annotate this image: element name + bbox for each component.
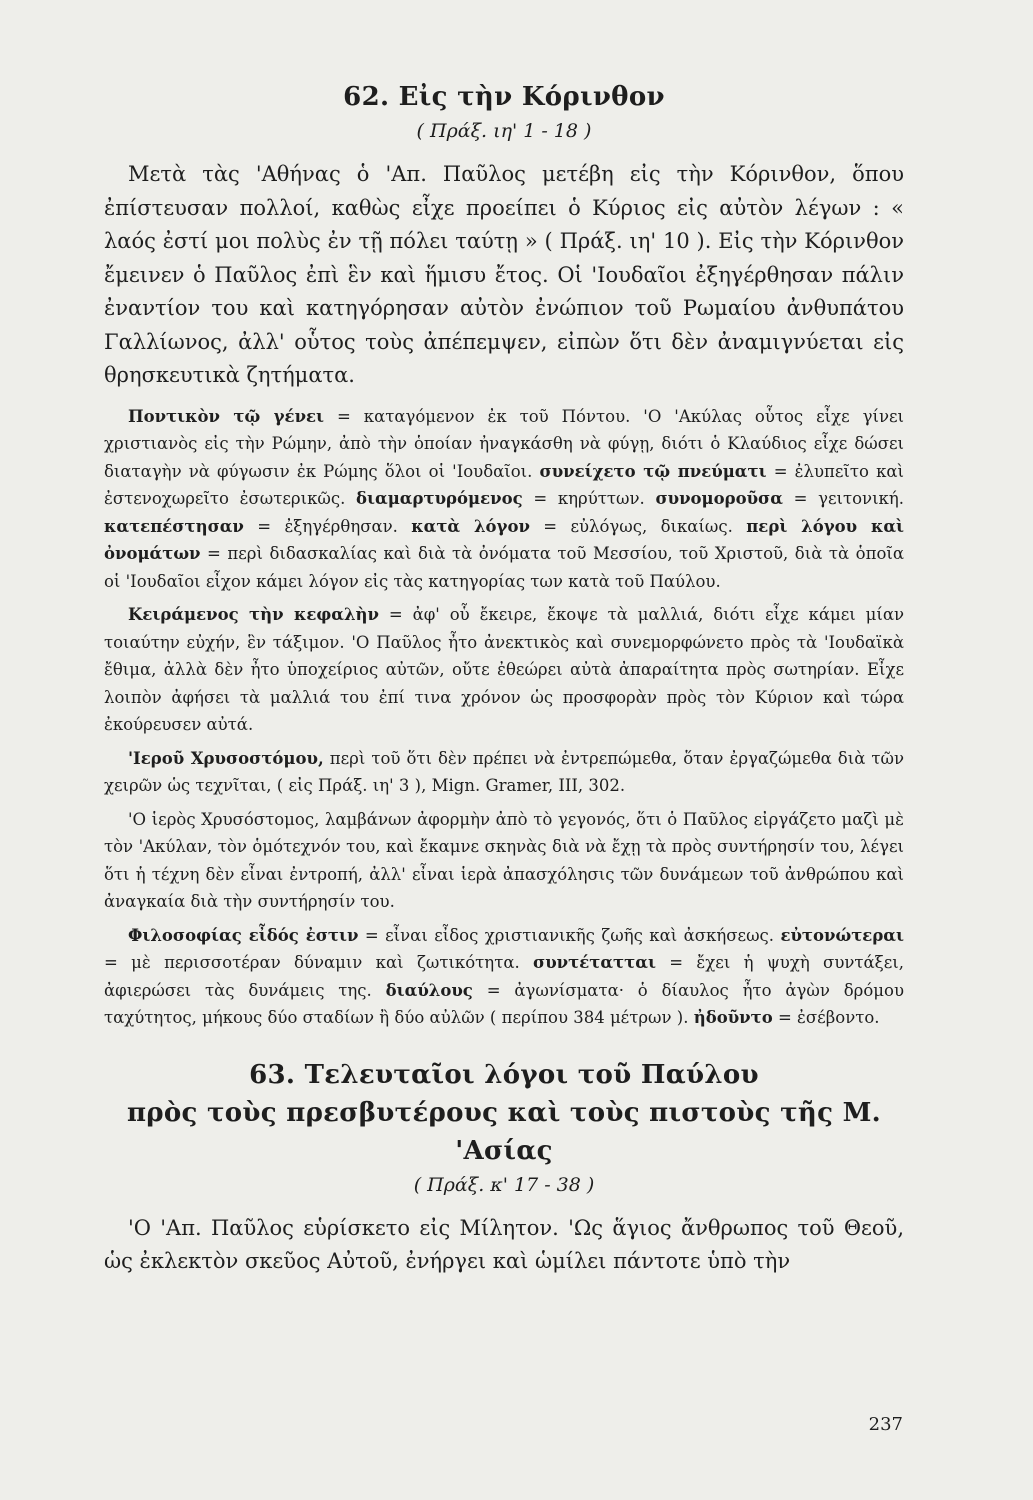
glossary-text: = ἔχει ἡ ψυχὴ συντάξει, ἀφιερώσει τὰς δυνάμεις της.	[104, 953, 904, 1000]
section-63-title-line1: 63. Τελευταῖοι λόγοι τοῦ Παύλου	[249, 1059, 759, 1090]
glossary-term: ἠδοῦντο	[693, 1008, 773, 1027]
note-paragraph	[104, 922, 904, 1032]
glossary-term: Κειράμενος τὴν κεφαλὴν	[128, 605, 379, 624]
note-paragraph	[104, 745, 904, 800]
glossary-text: = εὐλόγως, δικαίως.	[529, 516, 747, 536]
glossary-term: Ποντικὸν τῷ γένει	[128, 406, 325, 426]
glossary-term: Φιλοσοφίας εἶδός ἐστιν	[128, 925, 359, 945]
glossary-text: = καταγόμενον ἐκ τοῦ Πόντου. 'Ο 'Ακύλας οὗτος εἶχε γίνει χριστιανὸς εἰς τὴν Ρώμην, ἀπὸ τὴν ὁποίαν ἠναγκάσθη νὰ φύγῃ, διότι ὁ Κλαύδιος εἶχε δώσει διαταγὴν νὰ φύγωσιν ἐκ Ρώμης ὅλοι οἱ 'Ιουδαῖοι.	[104, 406, 904, 481]
page-content	[104, 78, 904, 1289]
glossary-text: 'Ο ἱερὸς Χρυσόστομος, λαμβάνων ἀφορμὴν ἀπὸ τὸ γεγονός, ὅτι ὁ Παῦλος εἰργάζετο μαζὶ μὲ τὸν 'Ακύλαν, τὸν ὁμότεχνόν του, καὶ ἔκαμνε σκηνὰς διὰ νὰ ἔχῃ τὰ πρὸς συντήρησίν του, λέγει ὅτι ἡ τέχνη δὲν εἶναι ἐντροπή, ἀλλ' εἶναι ἱερὰ ἀπασχόλησις τῶν δυνάμεων τοῦ ἀνθρώπου καὶ ἀναγκαία διὰ τὴν συντήρησίν του.	[104, 809, 904, 911]
glossary-term: κατεπέστησαν	[104, 516, 244, 536]
section-62-notes	[104, 403, 904, 1032]
glossary-term: συνείχετο τῷ πνεύματι	[539, 461, 767, 481]
glossary-text: = ἐσέβοντο.	[772, 1008, 880, 1027]
section-62-paragraph: Μετὰ τὰς 'Αθήνας ὁ 'Απ. Παῦλος μετέβη εἰς τὴν Κόρινθον, ὅπου ἐπίστευσαν πολλοί, καθὼς εἶχε προείπει ὁ Κύριος εἰς αὐτὸν λέγων : « λαός ἐστί μοι πολὺς ἐν τῇ πόλει ταύτῃ » ( Πράξ. ιη' 10 ). Εἰς τὴν Κόρινθον ἔμεινεν ὁ Παῦλος ἐπὶ ἓν καὶ ἥμισυ ἔτος. Οἱ 'Ιουδαῖοι ἐξηγέρθησαν πάλιν ἐναντίον του καὶ κατηγόρησαν αὐτὸν ἐνώπιον τοῦ Ρωμαίου ἀνθυπάτου Γαλλίωνος, ἀλλ' οὗτος τοὺς ἀπέπεμψεν, εἰπὼν ὅτι δὲν ἀναμιγνύεται εἰς θρησκευτικὰ ζητήματα.	[104, 162, 904, 387]
glossary-text: περὶ τοῦ ὅτι δὲν πρέπει νὰ ἐντρεπώμεθα, ὅταν ἐργαζώμεθα διὰ τῶν χειρῶν ὡς τεχνῖται, ( εἰς Πράξ. ιη' 3 ), Mign. Gramer, III, 302.	[104, 748, 904, 795]
glossary-text: = ἐλυπεῖτο καὶ ἐστενοχωρεῖτο ἐσωτερικῶς.	[104, 461, 904, 508]
section-63-reference: ( Πράξ. κ' 17 - 38 )	[413, 1173, 595, 1196]
glossary-text: = γειτονική.	[782, 489, 904, 508]
glossary-text: = περὶ διδασκαλίας καὶ διὰ τὰ ὀνόματα τοῦ Μεσσίου, τοῦ Χριστοῦ, διὰ τὰ ὁποῖα οἱ 'Ιουδαῖοι εἶχον κάμει λόγον εἰς τὰς κατηγορίας των κατὰ τοῦ Παύλου.	[104, 544, 904, 591]
glossary-term: διαύλους	[385, 980, 473, 1000]
glossary-term: συνομοροῦσα	[655, 489, 783, 508]
glossary-text: = μὲ περισσοτέραν δύναμιν καὶ ζωτικότητα.	[104, 953, 534, 972]
glossary-term: 'Ιεροῦ Χρυσοστόμου,	[128, 748, 324, 768]
glossary-term: εὐτονώτεραι	[780, 925, 904, 945]
note-paragraph	[104, 403, 904, 596]
glossary-text: = ἐξηγέρθησαν.	[243, 516, 412, 536]
glossary-term: διαμαρτυρόμενος	[356, 489, 523, 508]
section-62-reference: ( Πράξ. ιη' 1 - 18 )	[416, 120, 592, 142]
page-number: 237	[868, 1414, 903, 1435]
section-63-title-line2: πρὸς τοὺς πρεσβυτέρους καὶ τοὺς πιστοὺς τῆς Μ. 'Ασίας	[126, 1097, 882, 1166]
glossary-term: συντέτατται	[533, 953, 656, 972]
glossary-term: περὶ λόγου καὶ ὀνομάτων	[104, 516, 904, 563]
glossary-text: = ἀγωνίσματα· ὁ δίαυλος ἦτο ἀγὼν δρόμου ταχύτητος, μήκους δύο σταδίων ἢ δύο αὐλῶν ( περίπου 384 μέτρων ).	[104, 980, 904, 1027]
glossary-text: = εἶναι εἶδος χριστιανικῆς ζωῆς καὶ ἀσκήσεως.	[358, 925, 781, 945]
glossary-term: κατὰ λόγον	[411, 516, 530, 536]
note-paragraph	[104, 806, 904, 916]
section-63-paragraph: 'Ο 'Απ. Παῦλος εὑρίσκετο εἰς Μίλητον. 'Ως ἅγιος ἄνθρωπος τοῦ Θεοῦ, ὡς ἐκλεκτὸν σκεῦος Αὐτοῦ, ἐνήργει καὶ ὡμίλει πάντοτε ὑπὸ τὴν	[104, 1215, 904, 1273]
glossary-text: = κηρύττων.	[522, 489, 656, 508]
section-62-title: 62. Εἰς τὴν Κόρινθον	[343, 82, 665, 112]
glossary-text: = ἀφ' οὗ ἔκειρε, ἔκοψε τὰ μαλλιά, διότι εἶχε κάμει μίαν τοιαύτην εὐχήν, ἓν τάξιμον. 'Ο Παῦλος ἦτο ἀνεκτικὸς καὶ συνεμορφώνετο πρὸς τὰ 'Ιουδαϊκὰ ἔθιμα, ἀλλὰ δὲν ἦτο ὑποχείριος αὐτῶν, οὔτε ἐθεώρει αὐτὰ ἀπαραίτητα πρὸς σωτηρίαν. Εἶχε λοιπὸν ἀφήσει τὰ μαλλιά του ἐπί τινα χρόνον ὡς προσφορὰν πρὸς τὸν Κύριον καὶ τώρα ἐκούρευσεν αὐτά.	[104, 605, 904, 734]
note-paragraph	[104, 601, 904, 739]
